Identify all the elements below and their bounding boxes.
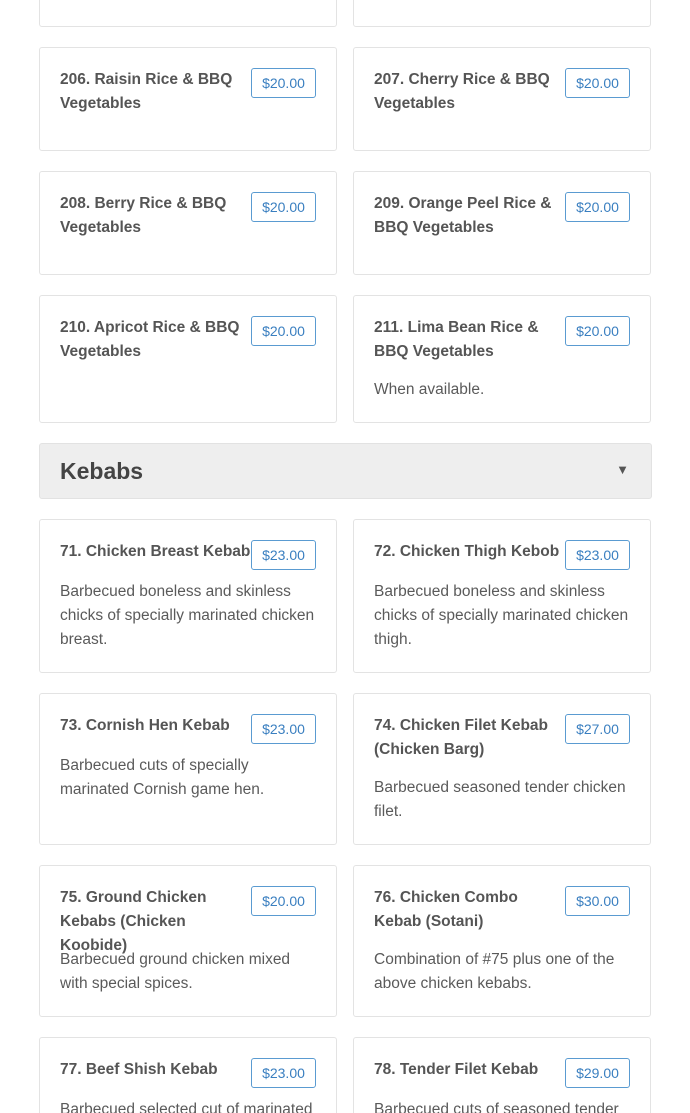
price-button[interactable]: $20.00	[565, 192, 630, 222]
price-button[interactable]: $23.00	[565, 540, 630, 570]
item-name: 208. Berry Rice & BBQ Vegetables	[60, 195, 227, 236]
item-name: 74. Chicken Filet Kebab (Chicken Barg)	[374, 717, 548, 758]
item-name: 207. Cherry Rice & BBQ Vegetables	[374, 71, 550, 112]
item-description: Barbecued seasoned tender chicken filet.	[374, 779, 626, 820]
price-button[interactable]: $20.00	[251, 886, 316, 916]
item-description: Barbecued ground chicken mixed with special spices.	[60, 951, 291, 992]
item-description: Barbecued cuts of specially marinated Cornish game hen.	[60, 757, 265, 798]
item-name: 211. Lima Bean Rice & BBQ Vegetables	[374, 319, 539, 360]
menu-item-card[interactable]	[39, 865, 337, 1017]
price-button[interactable]: $23.00	[251, 714, 316, 744]
menu-item-card[interactable]	[353, 865, 651, 1017]
section-title: Kebabs	[60, 458, 144, 484]
item-name: 75. Ground Chicken Kebabs (Chicken Koobide)	[60, 889, 207, 954]
item-name: 206. Raisin Rice & BBQ Vegetables	[60, 71, 233, 112]
item-name: 77. Beef Shish Kebab	[60, 1061, 218, 1078]
item-name: 78. Tender Filet Kebab	[374, 1061, 539, 1078]
price-button[interactable]: $29.00	[565, 1058, 630, 1088]
item-name: 209. Orange Peel Rice & BBQ Vegetables	[374, 195, 552, 236]
price-button[interactable]: $20.00	[565, 316, 630, 346]
price-button[interactable]: $30.00	[565, 886, 630, 916]
menu-item-card[interactable]	[39, 171, 337, 275]
menu-item-card[interactable]	[39, 0, 337, 27]
menu-item-card[interactable]	[39, 47, 337, 151]
price-button[interactable]: $27.00	[565, 714, 630, 744]
menu-item-card[interactable]	[353, 47, 651, 151]
item-name: 73. Cornish Hen Kebab	[60, 717, 230, 734]
menu-item-card[interactable]	[353, 171, 651, 275]
item-name: 72. Chicken Thigh Kebob	[374, 543, 560, 560]
item-name: 210. Apricot Rice & BBQ Vegetables	[60, 319, 240, 360]
price-button[interactable]: $20.00	[251, 316, 316, 346]
section-header-kebabs[interactable]	[39, 443, 652, 499]
price-button[interactable]: $20.00	[251, 68, 316, 98]
menu-item-card[interactable]	[39, 295, 337, 423]
menu-item-card[interactable]	[353, 0, 651, 27]
caret-down-icon[interactable]: ▼	[616, 462, 629, 477]
menu-item-card[interactable]	[39, 693, 337, 845]
price-button[interactable]: $20.00	[565, 68, 630, 98]
item-description: Barbecued cuts of seasoned tender	[374, 1101, 619, 1113]
item-name: 71. Chicken Breast Kebab	[60, 543, 251, 560]
item-description: Barbecued selected cut of marinated	[60, 1101, 313, 1113]
menu-item-card[interactable]	[39, 519, 337, 673]
menu-item-card[interactable]	[353, 693, 651, 845]
item-description: Combination of #75 plus one of the above chicken kebabs.	[374, 951, 615, 992]
price-button[interactable]: $23.00	[251, 540, 316, 570]
item-description: Barbecued boneless and skinless chicks of specially marinated chicken thigh.	[374, 583, 629, 648]
item-description: Barbecued boneless and skinless chicks of specially marinated chicken breast.	[60, 583, 315, 648]
price-button[interactable]: $23.00	[251, 1058, 316, 1088]
item-name: 76. Chicken Combo Kebab (Sotani)	[374, 889, 518, 930]
price-button[interactable]: $20.00	[251, 192, 316, 222]
menu-item-card[interactable]	[353, 519, 651, 673]
menu-item-card[interactable]	[353, 1037, 651, 1113]
menu-item-card[interactable]	[353, 295, 651, 423]
item-description: When available.	[374, 381, 485, 398]
menu-item-card[interactable]	[39, 1037, 337, 1113]
